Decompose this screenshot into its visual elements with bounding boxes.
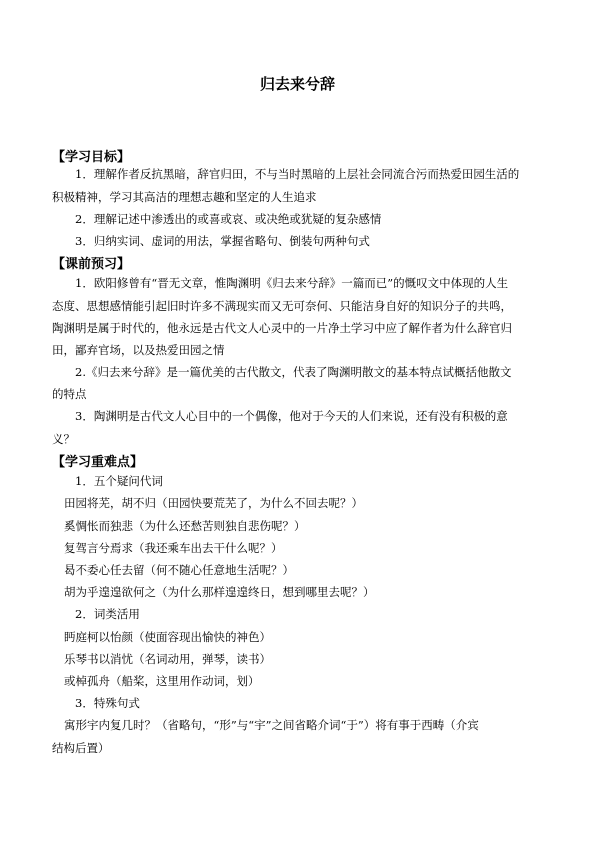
keypoint-line: 结构后置）	[52, 741, 110, 755]
preview-line: 田，鄙弃官场，以及热爱田园之情	[52, 343, 225, 357]
preview-line: 3．陶渊明是古代文人心目中的一个偶像，他对于今天的人们来说，还有没有积极的意	[75, 409, 508, 423]
keypoint-line: 奚惆怅而独悲（为什么还愁苦则独自悲伤呢？）	[64, 519, 306, 533]
keypoint-line: 1．五个疑问代词	[75, 474, 163, 488]
goal-line: 3．归纳实词、虚词的用法，掌握省略句、倒装句两种句式	[75, 234, 370, 248]
preview-line: 2.《归去来兮辞》是一篇优美的古代散文，代表了陶渊明散文的基本特点试概括他散文	[75, 365, 512, 379]
preview-line: 态度、思想感情能引起旧时许多不满现实而又无可奈何、只能洁身自好的知识分子的共鸣，	[52, 299, 512, 313]
section-heading-preview: 【课前预习】	[52, 257, 131, 272]
keypoint-line: 复驾言兮焉求（我还乘车出去干什么呢？）	[64, 541, 283, 555]
keypoint-line: 田园将芜，胡不归（田园快要荒芜了，为什么不回去呢？）	[64, 496, 363, 510]
keypoint-line: 2．词类活用	[75, 607, 140, 621]
keypoint-line: 胡为乎遑遑欲何之（为什么那样遑遑终日，想到哪里去呢？）	[64, 585, 375, 599]
keypoint-line: 或棹孤舟（船桨，这里用作动词，划）	[64, 674, 260, 688]
section-heading-goals: 【学习目标】	[52, 150, 131, 165]
keypoint-line: 乐琴书以消忧（名词动用，弹琴，读书）	[64, 652, 271, 666]
preview-line: 的特点	[52, 387, 87, 401]
goal-line: 2．理解记述中渗透出的或喜或哀、或决绝或犹疑的复杂感情	[75, 212, 382, 226]
goal-line: 1．理解作者反抗黑暗，辞官归田，不与当时黑暗的上层社会同流合污而热爱田园生活的	[75, 167, 520, 181]
goal-line: 积极精神，学习其高洁的理想志趣和坚定的人生追求	[52, 190, 317, 204]
preview-line: 1．欧阳修曾有“晋无文章，惟陶渊明《归去来兮辞》一篇而已”的慨叹文中体现的人生	[75, 276, 509, 290]
keypoint-line: 眄庭柯以怡颜（使面容现出愉快的神色）	[64, 630, 271, 644]
section-heading-keypoints: 【学习重难点】	[52, 455, 144, 470]
page-title: 归去来兮辞	[259, 75, 335, 93]
keypoint-line: 3．特殊句式	[75, 696, 140, 710]
preview-line: 陶渊明是属于时代的，他永远是古代文人心灵中的一片净土学习中应了解作者为什么辞官归	[52, 321, 512, 335]
keypoint-line: 曷不委心任去留（何不随心任意地生活呢？）	[64, 563, 294, 577]
keypoint-line: 寓形宇内复几时？（省略句，“形”与“宇”之间省略介词“于”）将有事于西畴（介宾	[64, 718, 479, 732]
preview-line: 义？	[52, 432, 75, 446]
